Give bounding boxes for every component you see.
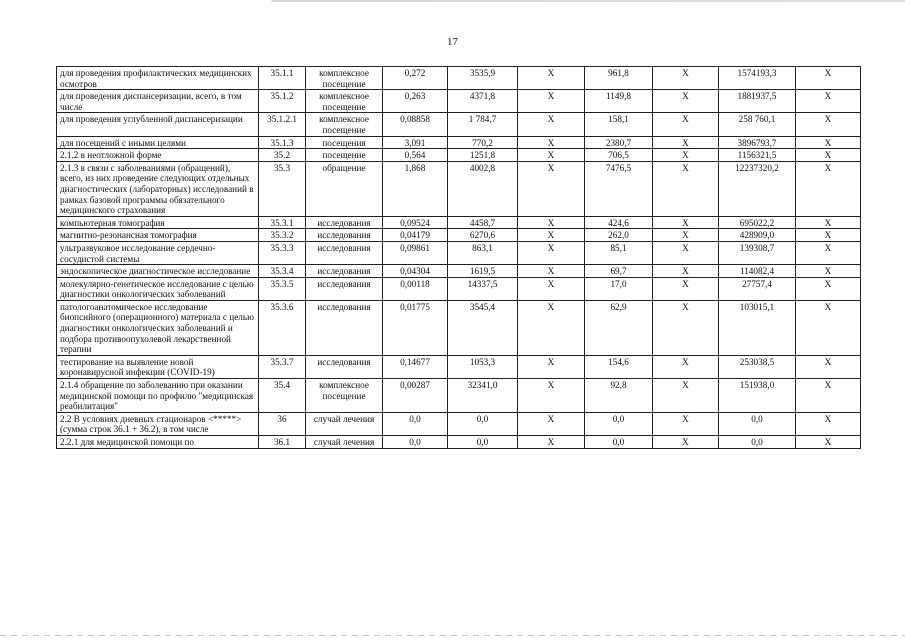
row-unit-cell: исследования — [306, 355, 383, 378]
row-code-cell: 35.1.2.1 — [259, 113, 306, 136]
row-code-cell: 35.3.6 — [259, 300, 306, 355]
row-name-cell: тестирование на выявление новой коронавирусной инфекции (COVID-19) — [57, 355, 259, 378]
row-unit-cell: случай лечения — [306, 412, 383, 435]
row-name-cell: 2.1.4 обращение по заболеванию при оказании медицинской помощи по профилю "медицинская реабилитация" — [57, 379, 259, 413]
row-x-cell: Х — [653, 136, 719, 149]
row-x-cell: Х — [518, 161, 585, 216]
row-x-cell: Х — [518, 90, 585, 113]
row-value-cell: 262,0 — [585, 229, 653, 242]
row-x-cell: Х — [796, 277, 861, 300]
row-sum-cell: 0,0 — [719, 436, 796, 449]
table-row — [57, 379, 861, 413]
row-x-cell: Х — [796, 229, 861, 242]
row-x-cell: Х — [796, 67, 861, 90]
row-sum-cell: 1574193,3 — [719, 67, 796, 90]
row-cost-cell: 1 784,7 — [448, 113, 518, 136]
row-x-cell: Х — [653, 277, 719, 300]
row-name-cell: 2.1.2 в неотложной форме — [57, 149, 259, 162]
scan-edge-bottom — [0, 635, 905, 636]
row-x-cell: Х — [796, 216, 861, 229]
row-x-cell: Х — [518, 300, 585, 355]
row-x-cell: Х — [653, 229, 719, 242]
row-sum-cell: 1881937,5 — [719, 90, 796, 113]
row-value-cell: 2380,7 — [585, 136, 653, 149]
row-name-cell: для проведения профилактических медицинских осмотров — [57, 67, 259, 90]
row-code-cell: 35.3.2 — [259, 229, 306, 242]
row-value-cell: 154,6 — [585, 355, 653, 378]
row-cost-cell: 4458,7 — [448, 216, 518, 229]
row-value-cell: 92,8 — [585, 379, 653, 413]
row-x-cell: Х — [518, 277, 585, 300]
row-name-cell: компьютерная томография — [57, 216, 259, 229]
row-sum-cell: 253038,5 — [719, 355, 796, 378]
row-x-cell: Х — [796, 90, 861, 113]
row-norm-cell: 3,091 — [383, 136, 448, 149]
row-x-cell: Х — [653, 149, 719, 162]
row-unit-cell: комплексное посещение — [306, 113, 383, 136]
row-norm-cell: 0,09524 — [383, 216, 448, 229]
row-value-cell: 0,0 — [585, 436, 653, 449]
row-x-cell: Х — [653, 379, 719, 413]
row-sum-cell: 114082,4 — [719, 265, 796, 278]
row-code-cell: 36.1 — [259, 436, 306, 449]
row-unit-cell: исследования — [306, 216, 383, 229]
table-row — [57, 229, 861, 242]
row-name-cell: 2.2.1 для медицинской помощи по — [57, 436, 259, 449]
row-name-cell: эндоскопическое диагностическое исследование — [57, 265, 259, 278]
row-cost-cell: 1251,8 — [448, 149, 518, 162]
row-name-cell: для посещений с иными целями — [57, 136, 259, 149]
row-norm-cell: 0,04304 — [383, 265, 448, 278]
row-value-cell: 69,7 — [585, 265, 653, 278]
row-cost-cell: 863,1 — [448, 241, 518, 264]
scan-edge-top — [0, 0, 905, 2]
row-x-cell: Х — [518, 355, 585, 378]
row-name-cell: ультразвуковое исследование сердечно-сосудистой системы — [57, 241, 259, 264]
row-unit-cell: исследования — [306, 241, 383, 264]
row-norm-cell: 0,263 — [383, 90, 448, 113]
row-code-cell: 35.1.3 — [259, 136, 306, 149]
row-value-cell: 706,5 — [585, 149, 653, 162]
table-row — [57, 355, 861, 378]
row-x-cell: Х — [653, 216, 719, 229]
row-norm-cell: 0,564 — [383, 149, 448, 162]
row-cost-cell: 0,0 — [448, 412, 518, 435]
row-value-cell: 961,8 — [585, 67, 653, 90]
row-norm-cell: 0,0 — [383, 436, 448, 449]
row-cost-cell: 14337,5 — [448, 277, 518, 300]
row-unit-cell: посещения — [306, 136, 383, 149]
row-sum-cell: 1156321,5 — [719, 149, 796, 162]
row-code-cell: 35.4 — [259, 379, 306, 413]
table-body — [57, 67, 861, 449]
row-norm-cell: 0,09861 — [383, 241, 448, 264]
row-x-cell: Х — [796, 161, 861, 216]
row-x-cell: Х — [796, 136, 861, 149]
row-unit-cell: обращение — [306, 161, 383, 216]
table-row — [57, 136, 861, 149]
row-x-cell: Х — [796, 149, 861, 162]
row-value-cell: 158,1 — [585, 113, 653, 136]
row-value-cell: 424,6 — [585, 216, 653, 229]
row-x-cell: Х — [518, 136, 585, 149]
row-x-cell: Х — [796, 379, 861, 413]
row-x-cell: Х — [518, 149, 585, 162]
row-x-cell: Х — [653, 161, 719, 216]
table-row — [57, 265, 861, 278]
row-x-cell: Х — [518, 436, 585, 449]
row-code-cell: 35.3.5 — [259, 277, 306, 300]
row-unit-cell: посещение — [306, 149, 383, 162]
row-cost-cell: 4371,8 — [448, 90, 518, 113]
row-x-cell: Х — [518, 412, 585, 435]
table-row — [57, 161, 861, 216]
row-cost-cell: 32341,0 — [448, 379, 518, 413]
row-sum-cell: 151938,0 — [719, 379, 796, 413]
row-sum-cell: 12237320,2 — [719, 161, 796, 216]
table-row — [57, 67, 861, 90]
row-x-cell: Х — [796, 436, 861, 449]
row-x-cell: Х — [518, 379, 585, 413]
row-code-cell: 35.3.4 — [259, 265, 306, 278]
row-x-cell: Х — [653, 412, 719, 435]
row-norm-cell: 0,14677 — [383, 355, 448, 378]
row-code-cell: 35.1.1 — [259, 67, 306, 90]
row-cost-cell: 770,2 — [448, 136, 518, 149]
row-x-cell: Х — [518, 241, 585, 264]
row-cost-cell: 3545,4 — [448, 300, 518, 355]
row-unit-cell: случай лечения — [306, 436, 383, 449]
row-sum-cell: 0,0 — [719, 412, 796, 435]
row-sum-cell: 103015,1 — [719, 300, 796, 355]
table-row — [57, 277, 861, 300]
row-code-cell: 35.3 — [259, 161, 306, 216]
row-name-cell: магнитно-резонансная томография — [57, 229, 259, 242]
row-code-cell: 35.2 — [259, 149, 306, 162]
row-sum-cell: 139308,7 — [719, 241, 796, 264]
row-x-cell: Х — [518, 265, 585, 278]
table-row — [57, 300, 861, 355]
table-row — [57, 241, 861, 264]
row-code-cell: 35.3.3 — [259, 241, 306, 264]
row-x-cell: Х — [518, 229, 585, 242]
row-x-cell: Х — [518, 67, 585, 90]
row-cost-cell: 3535,9 — [448, 67, 518, 90]
row-sum-cell: 3896793,7 — [719, 136, 796, 149]
row-unit-cell: комплексное посещение — [306, 67, 383, 90]
row-value-cell: 17,0 — [585, 277, 653, 300]
row-x-cell: Х — [796, 300, 861, 355]
row-sum-cell: 27757,4 — [719, 277, 796, 300]
row-name-cell: 2.1.3 в связи с заболеваниями (обращений), всего, из них проведение следующих отдельных диагностических (лабораторных) исследований в рамках базовой программы обязательного медицинского страхования — [57, 161, 259, 216]
row-x-cell: Х — [653, 300, 719, 355]
row-x-cell: Х — [653, 90, 719, 113]
row-norm-cell: 0,04179 — [383, 229, 448, 242]
row-x-cell: Х — [796, 412, 861, 435]
row-norm-cell: 1,868 — [383, 161, 448, 216]
row-norm-cell: 0,0 — [383, 412, 448, 435]
row-x-cell: Х — [653, 113, 719, 136]
row-norm-cell: 0,00118 — [383, 277, 448, 300]
row-norm-cell: 0,00287 — [383, 379, 448, 413]
row-value-cell: 1149,8 — [585, 90, 653, 113]
row-sum-cell: 428909,0 — [719, 229, 796, 242]
table-row — [57, 412, 861, 435]
row-name-cell: для проведения углубленной диспансеризации — [57, 113, 259, 136]
row-cost-cell: 6270,6 — [448, 229, 518, 242]
row-norm-cell: 0,272 — [383, 67, 448, 90]
row-unit-cell: исследования — [306, 229, 383, 242]
data-table — [56, 66, 861, 449]
row-code-cell: 35.3.7 — [259, 355, 306, 378]
row-name-cell: для проведения диспансеризации, всего, в том числе — [57, 90, 259, 113]
row-norm-cell: 0,08858 — [383, 113, 448, 136]
row-code-cell: 35.1.2 — [259, 90, 306, 113]
row-code-cell: 35.3.1 — [259, 216, 306, 229]
row-value-cell: 62,9 — [585, 300, 653, 355]
row-x-cell: Х — [653, 67, 719, 90]
row-x-cell: Х — [653, 436, 719, 449]
row-x-cell: Х — [796, 241, 861, 264]
page-number: 17 — [447, 36, 458, 48]
table-row — [57, 90, 861, 113]
row-unit-cell: исследования — [306, 300, 383, 355]
row-cost-cell: 0,0 — [448, 436, 518, 449]
row-sum-cell: 258 760,1 — [719, 113, 796, 136]
row-cost-cell: 1619,5 — [448, 265, 518, 278]
row-name-cell: 2.2 В условиях дневных стационаров <*****> (сумма строк 36.1 + 36.2), в том числе — [57, 412, 259, 435]
row-unit-cell: комплексное посещение — [306, 379, 383, 413]
table-row — [57, 216, 861, 229]
table-row — [57, 436, 861, 449]
table-row — [57, 149, 861, 162]
row-x-cell: Х — [796, 113, 861, 136]
row-norm-cell: 0,01775 — [383, 300, 448, 355]
row-value-cell: 85,1 — [585, 241, 653, 264]
row-cost-cell: 1053,3 — [448, 355, 518, 378]
row-x-cell: Х — [653, 241, 719, 264]
row-unit-cell: исследования — [306, 277, 383, 300]
row-cost-cell: 4002,8 — [448, 161, 518, 216]
row-x-cell: Х — [518, 216, 585, 229]
row-x-cell: Х — [653, 355, 719, 378]
row-sum-cell: 695022,2 — [719, 216, 796, 229]
row-value-cell: 7476,5 — [585, 161, 653, 216]
row-unit-cell: комплексное посещение — [306, 90, 383, 113]
row-x-cell: Х — [796, 355, 861, 378]
row-code-cell: 36 — [259, 412, 306, 435]
row-x-cell: Х — [518, 113, 585, 136]
row-name-cell: патологоанатомическое исследование биопсийного (операционного) материала с целью диагностики онкологических заболеваний и подбора противоопухолевой лекарственной терапии — [57, 300, 259, 355]
row-x-cell: Х — [653, 265, 719, 278]
table-row — [57, 113, 861, 136]
row-value-cell: 0,0 — [585, 412, 653, 435]
row-unit-cell: исследования — [306, 265, 383, 278]
row-x-cell: Х — [796, 265, 861, 278]
row-name-cell: молекулярно-генетическое исследование с целью диагностики онкологических заболеваний — [57, 277, 259, 300]
